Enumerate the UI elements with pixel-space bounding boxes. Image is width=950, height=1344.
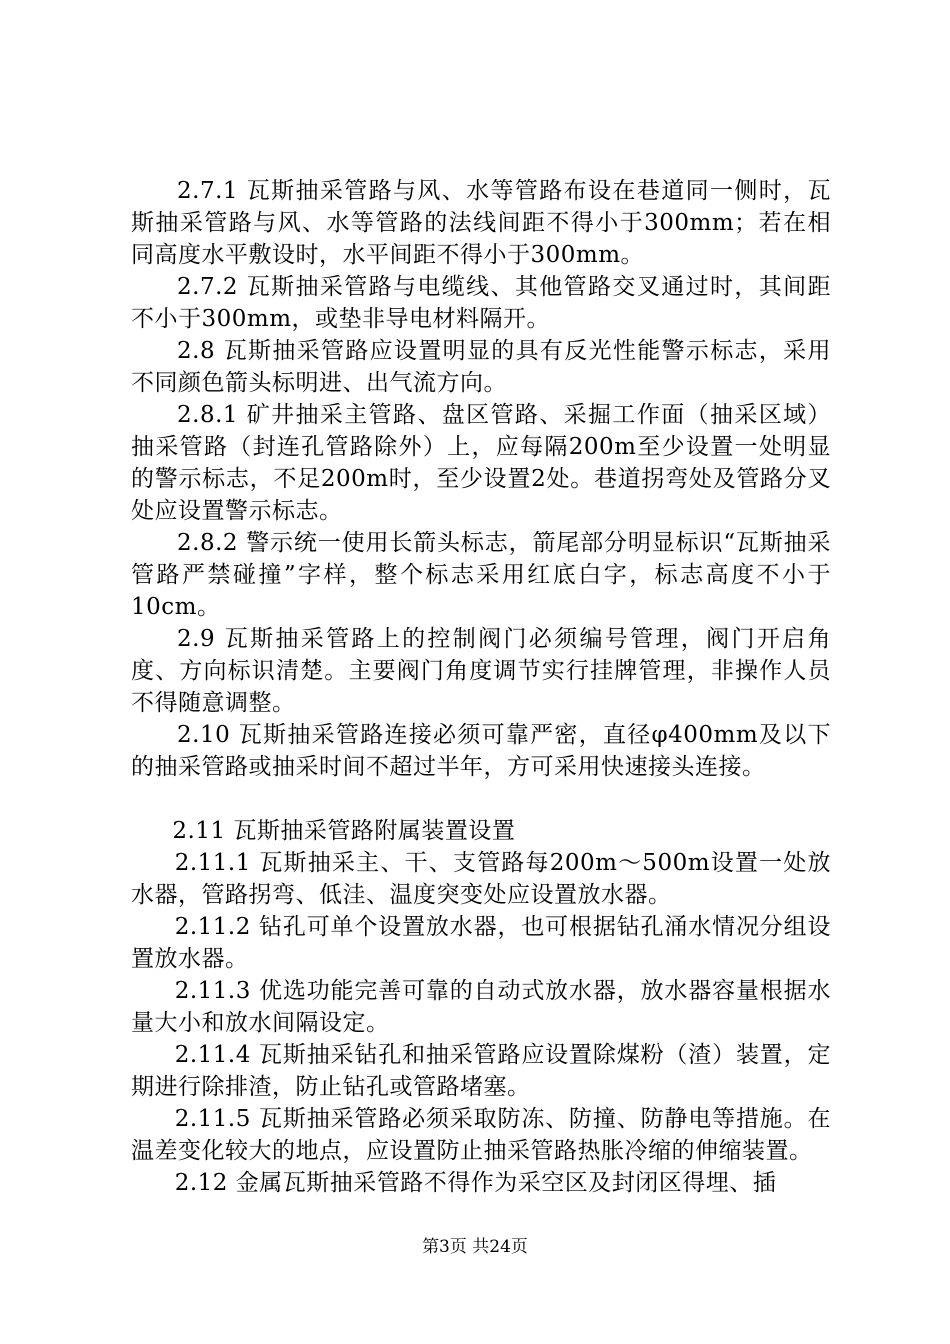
paragraph-2-8-1: 2.8.1 矿井抽采主管路、盘区管路、采掘工作面（抽采区域）抽采管路（封连孔管路除外）上，应每隔200m至少设置一处明显的警示标志，不足200m时，至少设置2处。巷道拐弯处及管路分叉处应设置警示标志。 — [131, 402, 831, 524]
paragraph-2-12: 2.12 金属瓦斯抽采管路不得作为采空区及封闭区得埋、插 — [174, 1170, 777, 1196]
paragraph-2-9: 2.9 瓦斯抽采管路上的控制阀门必须编号管理，阀门开启角度、方向标识清楚。主要阀门角度调节实行挂牌管理，非操作人员不得随意调整。 — [131, 626, 831, 716]
paragraph-2-11-5: 2.11.5 瓦斯抽采管路必须采取防冻、防撞、防静电等措施。在温差变化较大的地点，应设置防止抽采管路热胀冷缩的伸缩装置。 — [131, 1106, 831, 1164]
page-number-footer: 第3页 共24页 — [422, 1237, 528, 1257]
paragraph-2-11-1: 2.11.1 瓦斯抽采主、干、支管路每200m～500m设置一处放水器，管路拐弯、低洼、温度突变处应设置放水器。 — [131, 850, 831, 908]
paragraph-2-8: 2.8 瓦斯抽采管路应设置明显的具有反光性能警示标志，采用不同颜色箭头标明进、出气流方向。 — [131, 338, 831, 396]
paragraph-2-10: 2.10 瓦斯抽采管路连接必须可靠严密，直径φ400mm及以下的抽采管路或抽采时间不超过半年，方可采用快速接头连接。 — [131, 722, 831, 780]
document-body — [131, 175, 831, 1199]
paragraph-2-8-2: 2.8.2 警示统一使用长箭头标志，箭尾部分明显标识“瓦斯抽采管路严禁碰撞”字样，整个标志采用红底白字，标志高度不小于10cm。 — [131, 530, 831, 620]
section-heading-2-11: 2.11 瓦斯抽采管路附属装置设置 — [172, 818, 516, 844]
paragraph-2-11-2: 2.11.2 钻孔可单个设置放水器，也可根据钻孔涌水情况分组设置放水器。 — [131, 914, 831, 972]
paragraph-2-7-1: 2.7.1 瓦斯抽采管路与风、水等管路布设在巷道同一侧时，瓦斯抽采管路与风、水等管路的法线间距不得小于300mm；若在相同高度水平敷设时，水平间距不得小于300mm。 — [131, 178, 831, 268]
paragraph-2-7-2: 2.7.2 瓦斯抽采管路与电缆线、其他管路交叉通过时，其间距不小于300mm，或垫非导电材料隔开。 — [131, 274, 831, 332]
paragraph-2-11-3: 2.11.3 优选功能完善可靠的自动式放水器，放水器容量根据水量大小和放水间隔设定。 — [131, 978, 831, 1036]
paragraph-2-11-4: 2.11.4 瓦斯抽采钻孔和抽采管路应设置除煤粉（渣）装置，定期进行除排渣，防止钻孔或管路堵塞。 — [131, 1042, 831, 1100]
